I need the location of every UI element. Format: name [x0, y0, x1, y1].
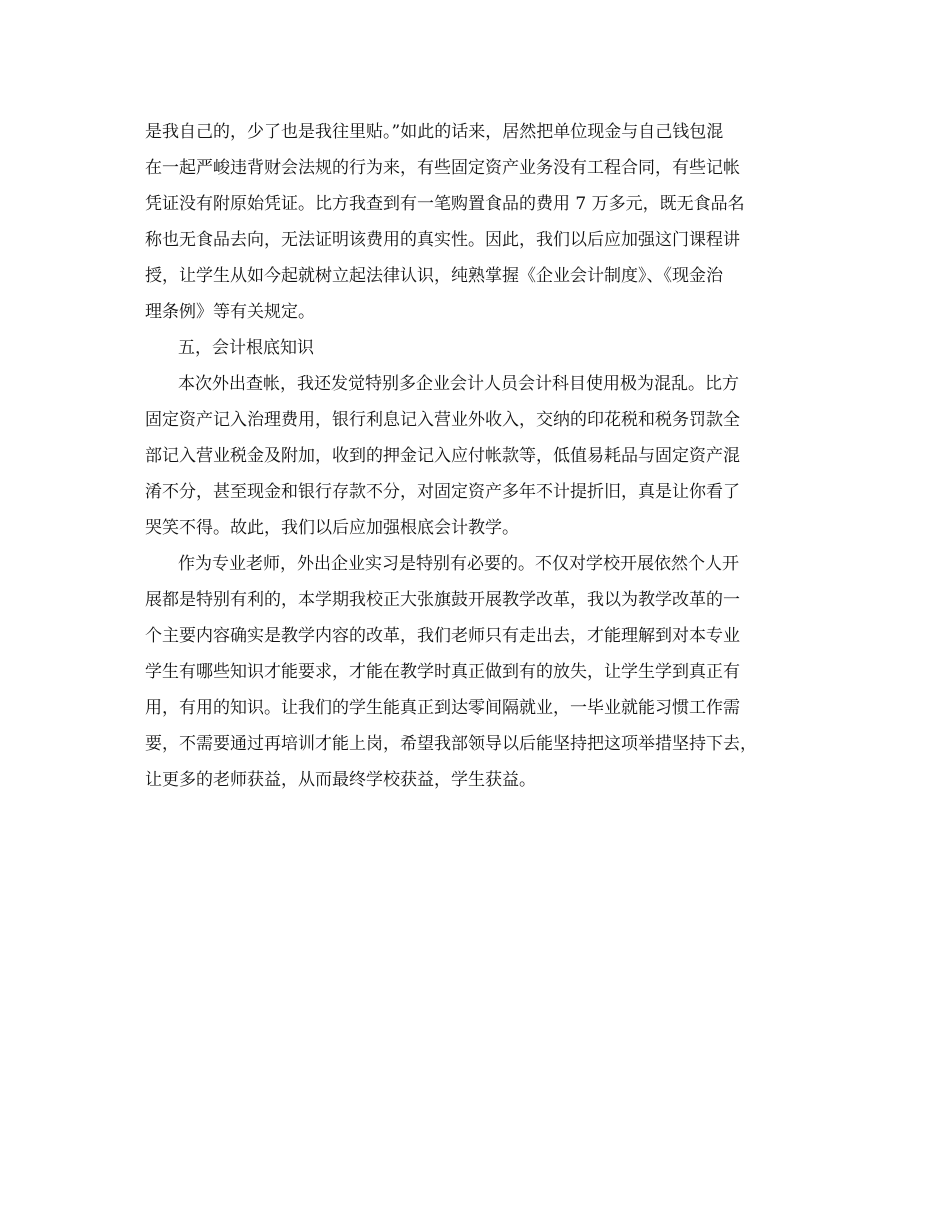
text-line: 理条例》等有关规定。: [145, 302, 315, 322]
section-heading: 五，会计根底知识: [178, 338, 314, 358]
text-line: 授，让学生从如今起就树立起法律认识，纯熟掌握《企业会计制度》、《现金治: [145, 266, 723, 286]
text-line: 个主要内容确实是教学内容的改革，我们老师只有走出去，才能理解到对本专业: [145, 626, 740, 646]
paragraph-first-line: 本次外出查帐，我还发觉特别多企业会计人员会计科目使用极为混乱。比方: [178, 374, 739, 394]
text-line: 固定资产记入治理费用，银行利息记入营业外收入，交纳的印花税和税务罚款全: [145, 410, 740, 430]
text-line: 哭笑不得。故此，我们以后应加强根底会计教学。: [145, 518, 519, 538]
text-line: 让更多的老师获益，从而最终学校获益，学生获益。: [145, 770, 536, 790]
text-line: 称也无食品去向，无法证明该费用的真实性。因此，我们以后应加强这门课程讲: [145, 230, 740, 250]
text-line: 淆不分，甚至现金和银行存款不分，对固定资产多年不计提折旧，真是让你看了: [145, 482, 740, 502]
text-line: 要，不需要通过再培训才能上岗，希望我部领导以后能坚持把这项举措坚持下去，: [145, 734, 757, 754]
text-line: 凭证没有附原始凭证。比方我查到有一笔购置食品的费用 7 万多元，既无食品名: [145, 194, 745, 214]
text-line: 在一起严峻违背财会法规的行为来，有些固定资产业务没有工程合同，有些记帐: [145, 158, 740, 178]
text-line: 学生有哪些知识才能要求，才能在教学时真正做到有的放失，让学生学到真正有: [145, 662, 740, 682]
text-line: 用，有用的知识。让我们的学生能真正到达零间隔就业，一毕业就能习惯工作需: [145, 698, 740, 718]
text-line: 部记入营业税金及附加，收到的押金记入应付帐款等，低值易耗品与固定资产混: [145, 446, 740, 466]
paragraph-first-line: 作为专业老师，外出企业实习是特别有必要的。不仅对学校开展依然个人开: [178, 554, 739, 574]
text-line: 展都是特别有利的，本学期我校正大张旗鼓开展教学改革，我以为教学改革的一: [145, 590, 740, 610]
text-line: 是我自己的，少了也是我往里贴。”如此的话来，居然把单位现金与自己钱包混: [145, 122, 724, 142]
